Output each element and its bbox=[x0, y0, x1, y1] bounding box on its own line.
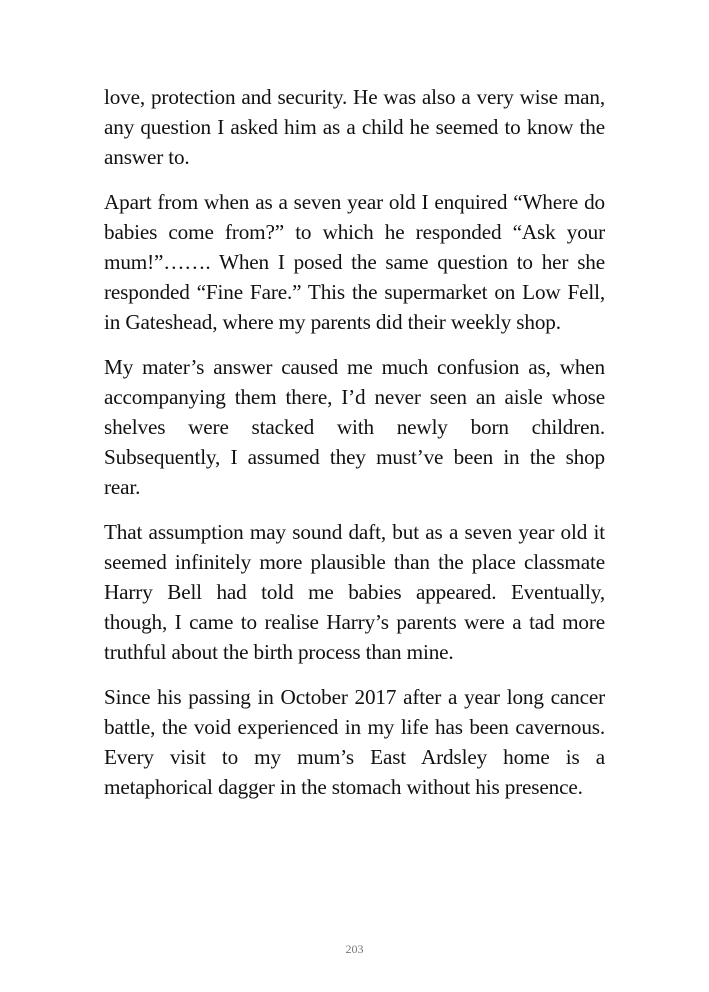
paragraph-3: My mater’s answer caused me much confusion as, when accompanying them there, I’d never seen an aisle whose shelves were stacked with newly born children. Subsequently, I assumed they must’ve been in the shop rear. bbox=[104, 355, 605, 499]
paragraph-5: Since his passing in October 2017 after a year long cancer battle, the void experienced in my life has been cavernous. Every visit to my mum’s East Ardsley home is a metaphorical dagger in the stomach without his presence. bbox=[104, 685, 605, 799]
paragraph-2: Apart from when as a seven year old I enquired “Where do babies come from?” to which he responded “Ask your mum!”……. When I posed the same question to her she responded “Fine Fare.” This the supermarket on Low Fell, in Gateshead, where my parents did their weekly shop. bbox=[104, 190, 605, 334]
page-number: 203 bbox=[345, 942, 364, 956]
page-body bbox=[104, 82, 605, 817]
paragraph-4: That assumption may sound daft, but as a seven year old it seemed infinitely more plausible than the place classmate Harry Bell had told me babies appeared. Eventually, though, I came to realise Harry’s parents were a tad more truthful about the birth process than mine. bbox=[104, 520, 605, 664]
paragraph-1: love, protection and security. He was also a very wise man, any question I asked him as a child he seemed to know the answer to. bbox=[104, 85, 605, 169]
